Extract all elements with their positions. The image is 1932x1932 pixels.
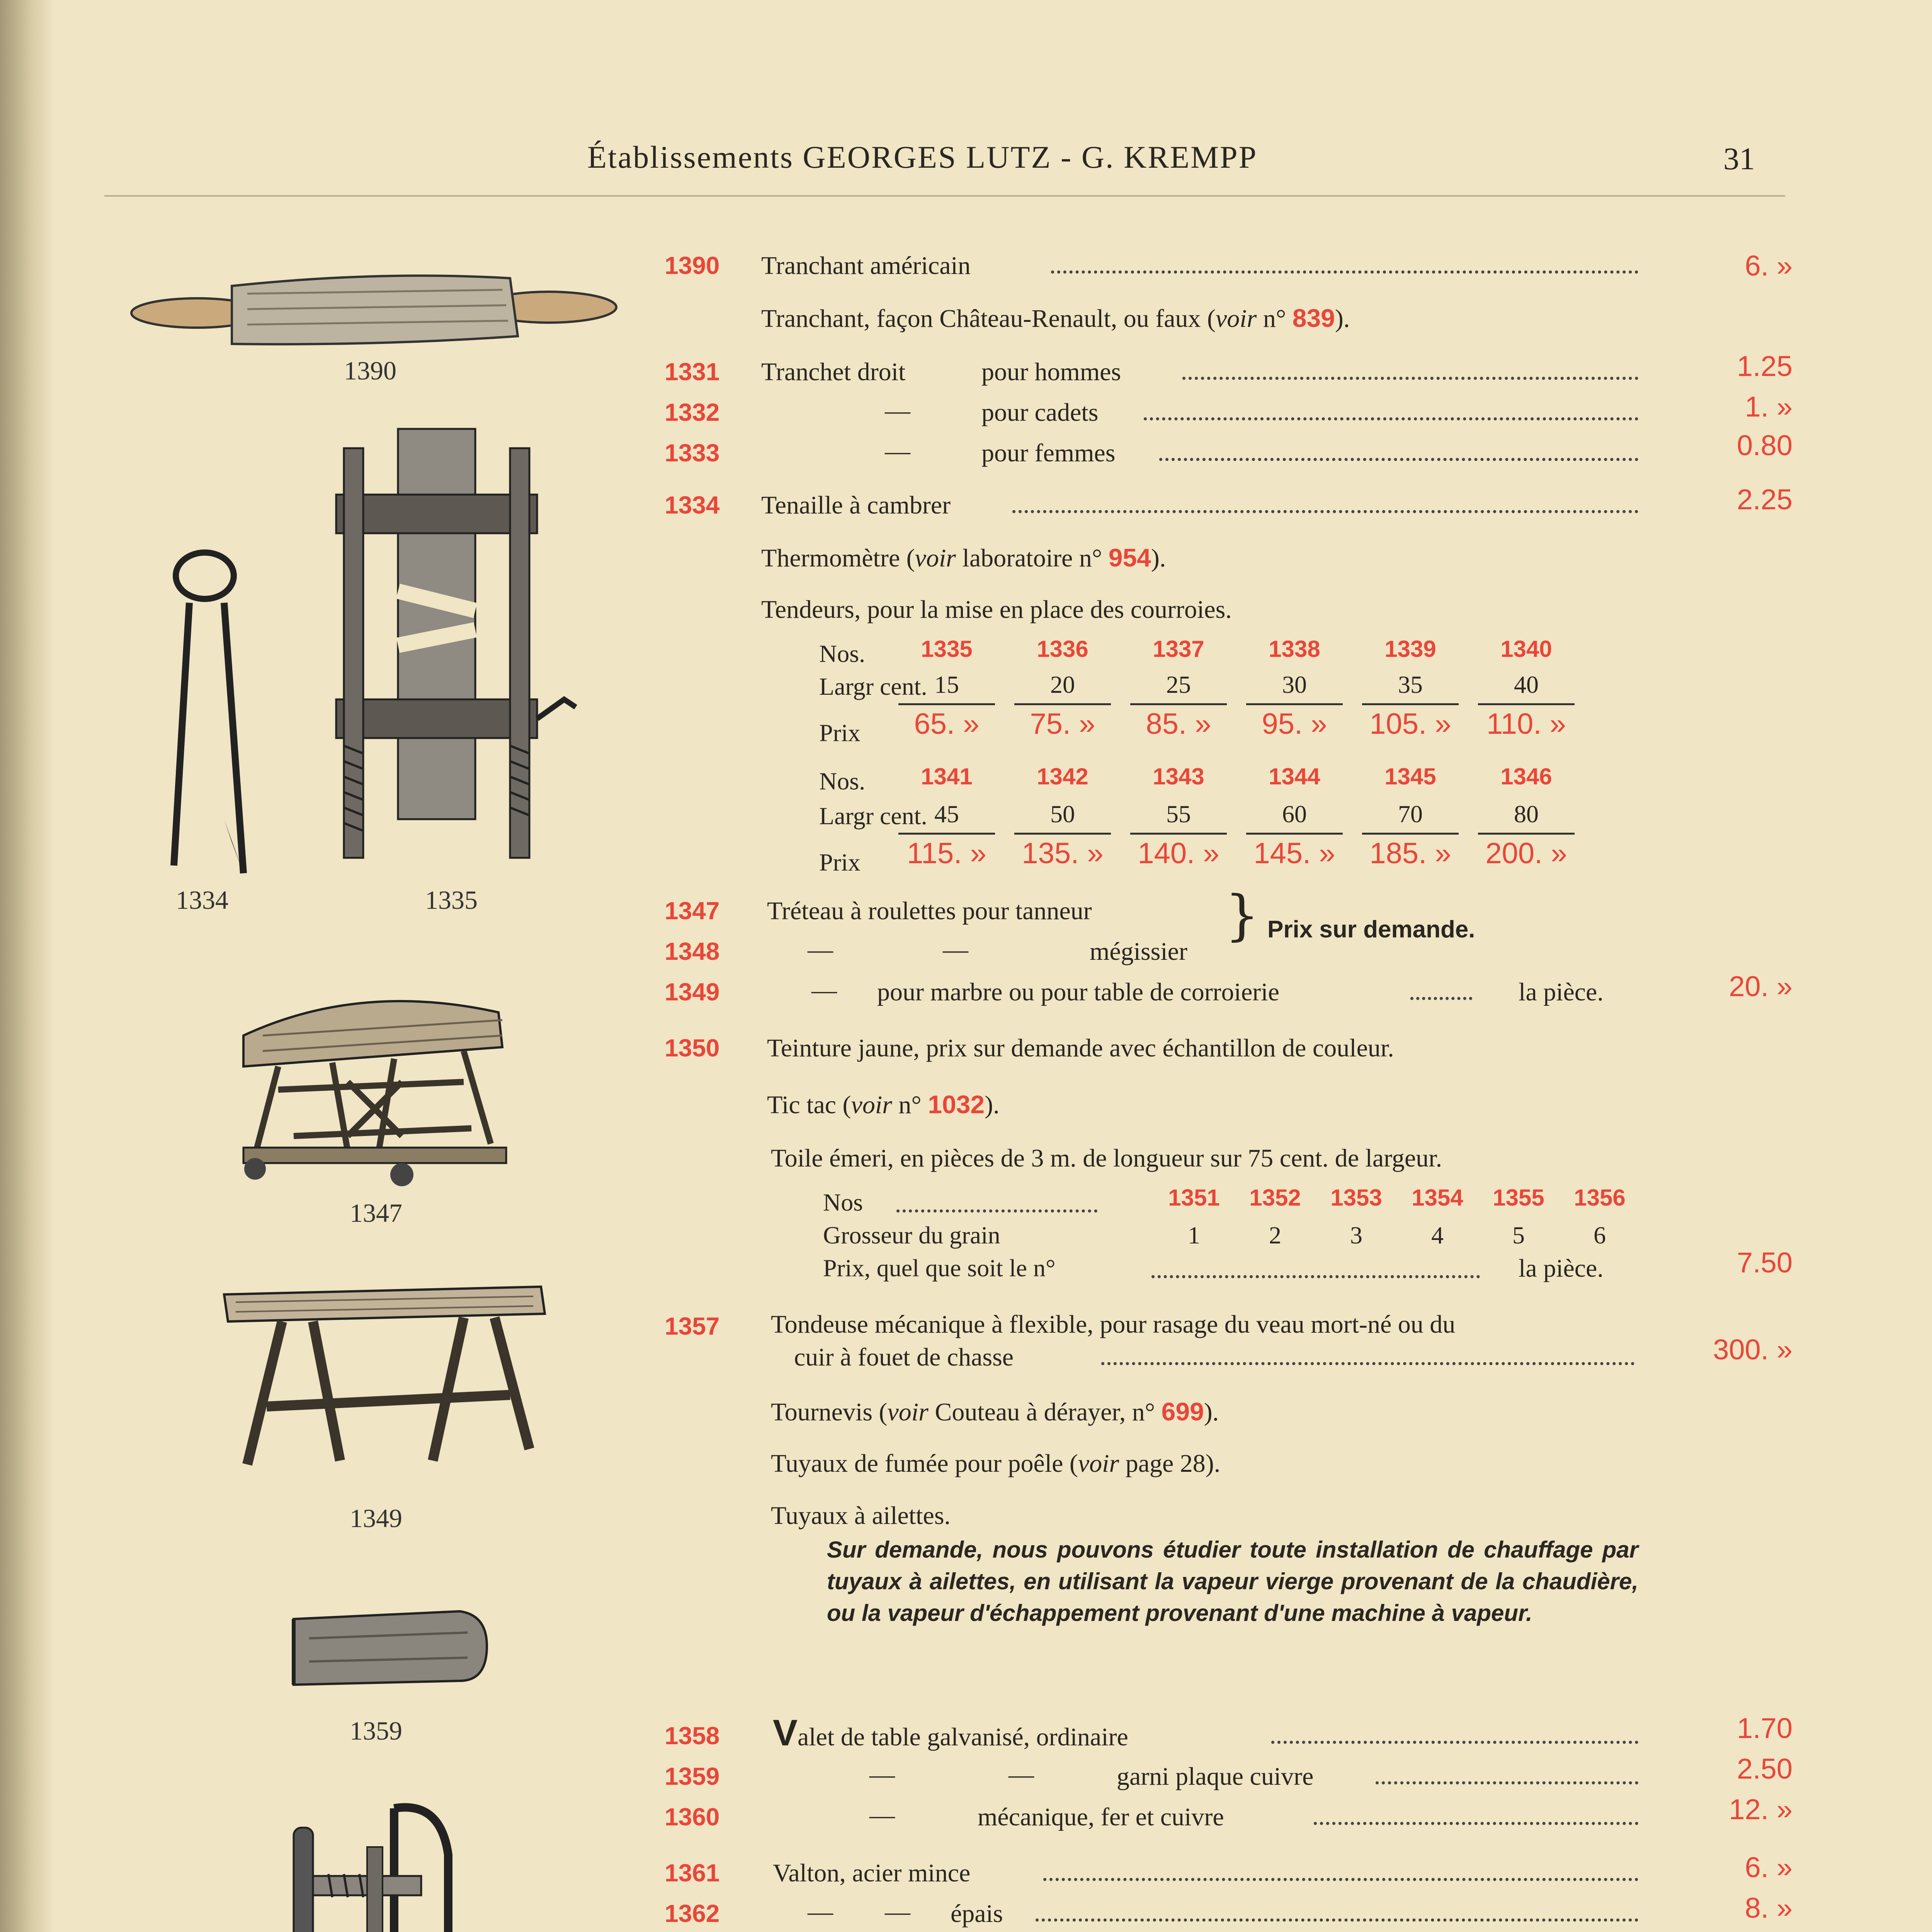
tendeurs-b2-nos-cell: 1346 (1500, 764, 1552, 789)
ref-link-699[interactable]: 699 (1161, 1397, 1204, 1426)
item-price-1332: 1. » (1745, 391, 1793, 423)
tendeurs-b2-prix-cell: 200. » (1485, 837, 1567, 870)
label-prix: Prix (819, 719, 861, 747)
item-desc-1359: garni plaque cuivre (1117, 1762, 1314, 1791)
tendeurs-b2-prix-cell: 145. » (1253, 837, 1335, 870)
text: Couteau à dérayer, n° (928, 1398, 1162, 1426)
toile-no-cell: 1356 (1574, 1185, 1626, 1211)
item-desc-1362: épais (951, 1900, 1003, 1928)
tendeurs-b2-larg-cell: 60 (1282, 800, 1307, 828)
item-code-1350: 1350 (665, 1034, 720, 1062)
toile-no-cell: 1351 (1168, 1185, 1220, 1211)
tendeurs-b2-underline (898, 833, 995, 835)
tendeurs-b2-prix-cell: 135. » (1022, 837, 1104, 870)
tendeurs-b1-prix-cell: 65. » (914, 707, 980, 740)
text: Tournevis ( (771, 1398, 888, 1426)
drop-cap: V (773, 1712, 798, 1753)
text: Tuyaux de fumée pour poêle ( (771, 1449, 1078, 1478)
ref-link-839[interactable]: 839 (1292, 304, 1335, 332)
item-code-1358: 1358 (665, 1722, 720, 1750)
caption-1347: 1347 (350, 1198, 402, 1228)
item-desc-1334: Tenaille à cambrer (761, 491, 951, 519)
illustration-1334-tenaille (166, 549, 267, 881)
item-price-1359: 2.50 (1736, 1753, 1793, 1785)
tendeurs-b2-underline (1362, 833, 1459, 835)
brace: } (1225, 884, 1260, 947)
label-nos: Nos. (819, 767, 866, 795)
tendeurs-b2-nos-cell: 1341 (921, 764, 973, 789)
leader-dots (1410, 997, 1472, 1000)
label-prix: Prix (819, 849, 861, 876)
item-dash-1362: — (808, 1898, 833, 1926)
toile-no-cell: 1352 (1249, 1185, 1301, 1211)
tendeurs-b1-prix-cell: 110. » (1486, 707, 1566, 740)
toile-unit: la pièce. (1519, 1254, 1604, 1282)
item-desc-toile: Toile émeri, en pièces de 3 m. de longueur sur 75 cent. de largeur. (771, 1144, 1442, 1172)
tendeurs-b1-larg-cell: 15 (934, 671, 959, 698)
illustration-1349-treteau (224, 1279, 549, 1472)
tendeurs-b1-nos-cell: 1340 (1500, 636, 1552, 662)
leader-dots (1101, 1362, 1634, 1365)
tendeurs-b1-larg-cell: 25 (1166, 671, 1191, 698)
tendeurs-b1-prix-cell: 105. » (1369, 707, 1451, 740)
item-unit-1349: la pièce. (1519, 978, 1604, 1006)
item-desc-1348: mégissier (1090, 937, 1187, 966)
tendeurs-b1-prix-cell: 95. » (1262, 707, 1327, 740)
label-prix-quel-que-soit: Prix, quel que soit le n° (823, 1254, 1056, 1282)
item-dash-1332: — (885, 396, 910, 425)
toile-price: 7.50 (1736, 1247, 1793, 1279)
tendeurs-b1-nos-cell: 1336 (1037, 636, 1088, 662)
tendeurs-b1-nos-cell: 1337 (1153, 636, 1204, 662)
leader-dots (1144, 417, 1638, 420)
ref-link-954[interactable]: 954 (1108, 543, 1151, 572)
item-dash-1359: — (869, 1760, 895, 1789)
tendeurs-b1-prix-cell: 75. » (1030, 707, 1095, 740)
tendeurs-b2-prix-cell: 185. » (1369, 837, 1451, 870)
item-code-1362: 1362 (665, 1900, 720, 1927)
page-binding-shadow (0, 0, 54, 1932)
item-desc-tuyaux-fumee (771, 1449, 1220, 1478)
tendeurs-b1-nos-cell: 1335 (921, 636, 973, 662)
tendeurs-b1-larg-cell: 30 (1282, 671, 1307, 698)
toile-grain-cell: 6 (1594, 1221, 1606, 1249)
caption-1390: 1390 (344, 356, 396, 385)
tendeurs-b2-underline (1478, 833, 1575, 835)
caption-1359: 1359 (350, 1716, 402, 1745)
illustration-1390-tranchant (131, 263, 618, 355)
tuyaux-ailettes-note: Sur demande, nous pouvons étudier toute installation de chauffage par tuyaux à ailettes, en utilisant la vapeur vierge provenant de la chaudière, ou la vapeur d'échappement provenant d'une machine à vapeur. (827, 1537, 1638, 1626)
item-code-1347: 1347 (665, 897, 720, 925)
voir-text: voir (915, 544, 956, 572)
leader-dots (1036, 1918, 1638, 1922)
toile-grain-cell: 1 (1188, 1221, 1200, 1249)
tendeurs-b2-underline (1130, 833, 1227, 835)
toile-no-cell: 1353 (1330, 1185, 1382, 1211)
text: ). (1151, 544, 1166, 572)
voir-text: voir (1216, 304, 1257, 333)
text: Tic tac ( (767, 1091, 851, 1119)
item-code-1334: 1334 (665, 491, 720, 519)
leader-dots (1182, 377, 1638, 380)
item-desc-1390: Tranchant américain (761, 252, 971, 280)
voir-text: voir (1078, 1449, 1119, 1478)
illustration-1359-valet (286, 1604, 495, 1692)
voir-text: voir (851, 1091, 892, 1119)
label-largeur: Largr cent. (819, 673, 927, 700)
item-desc-tuyaux-ailettes: Tuyaux à ailettes. (771, 1502, 951, 1530)
label-grosseur-grain: Grosseur du grain (823, 1221, 1000, 1249)
item-code-1348: 1348 (665, 937, 720, 965)
tendeurs-b2-prix-cell: 115. » (907, 837, 986, 870)
illustration-1335-tendeur (328, 429, 591, 866)
item-code-1360: 1360 (665, 1803, 720, 1831)
toile-grain-cell: 2 (1269, 1221, 1281, 1249)
text: page 28). (1119, 1449, 1221, 1478)
text: n° (1257, 304, 1293, 333)
text: Thermomètre ( (761, 544, 915, 572)
caption-1349: 1349 (350, 1503, 402, 1533)
tendeurs-b2-larg-cell: 55 (1166, 800, 1191, 828)
label-largeur: Largr cent. (819, 802, 927, 830)
header-rule (104, 195, 1785, 197)
caption-1334: 1334 (176, 885, 228, 915)
item-desc-1357-line2: cuir à fouet de chasse (794, 1343, 1014, 1371)
item-code-1357: 1357 (665, 1312, 720, 1340)
leader-dots (1159, 458, 1638, 461)
item-dash-1360: — (869, 1801, 895, 1829)
item-price-1357: 300. » (1713, 1333, 1793, 1366)
item-desc-tranchant-cr (761, 303, 1350, 333)
tendeurs-b2-prix-cell: 140. » (1138, 837, 1219, 870)
item-code-1331: 1331 (665, 358, 720, 386)
page-number: 31 (1723, 141, 1755, 176)
item-dash-1349: — (811, 976, 837, 1004)
item-desc-1347: Tréteau à roulettes pour tanneur (767, 897, 1092, 925)
item-sub-1331: pour hommes (981, 358, 1121, 386)
item-code-1333: 1333 (665, 439, 720, 467)
item-code-1390: 1390 (665, 252, 720, 279)
item-sub-1333: pour femmes (981, 439, 1116, 467)
item-price-1360: 12. » (1729, 1793, 1793, 1825)
header-title: Établissements GEORGES LUTZ - G. KREMPP (587, 139, 1258, 175)
tendeurs-b2-underline (1246, 833, 1343, 835)
toile-grain-cell: 5 (1512, 1221, 1525, 1249)
tendeurs-b2-nos-cell: 1343 (1153, 764, 1204, 789)
tendeurs-b1-larg-cell: 40 (1514, 671, 1539, 698)
item-dash-1348: — (943, 935, 968, 964)
toile-grain-cell: 3 (1350, 1221, 1362, 1249)
item-dash-1362: — (885, 1898, 910, 1926)
text: n° (892, 1091, 928, 1119)
text: ). (1204, 1398, 1219, 1426)
leader-dots (1376, 1781, 1638, 1784)
tendeurs-b1-underline (1246, 703, 1343, 705)
tendeurs-b1-underline (1478, 703, 1575, 705)
item-price-1349: 20. » (1729, 970, 1793, 1002)
tendeurs-b1-larg-cell: 20 (1050, 671, 1075, 698)
item-desc-1350: Teinture jaune, prix sur demande avec échantillon de couleur. (767, 1034, 1394, 1062)
item-desc-1331: Tranchet droit (761, 358, 906, 386)
treteau-price-note: Prix sur demande. (1267, 916, 1475, 943)
leader-dots (1051, 270, 1638, 274)
item-dash-1333: — (885, 437, 910, 465)
item-dash-1359: — (1009, 1760, 1034, 1789)
item-price-1334: 2.25 (1736, 483, 1793, 515)
item-code-1349: 1349 (665, 978, 720, 1006)
leader-dots (1314, 1822, 1638, 1825)
illustration-1347-treteau-roulettes (232, 989, 526, 1186)
item-desc-1349: pour marbre ou pour table de corroierie (877, 978, 1279, 1006)
tendeurs-b1-nos-cell: 1338 (1269, 636, 1320, 662)
item-dash-1348: — (808, 935, 833, 964)
tendeurs-b2-underline (1014, 833, 1111, 835)
tendeurs-b1-underline (1130, 703, 1227, 705)
tendeurs-b1-prix-cell: 85. » (1146, 707, 1211, 740)
voir-text: voir (887, 1398, 929, 1426)
toile-no-cell: 1354 (1412, 1185, 1463, 1211)
item-sub-1332: pour cadets (981, 398, 1099, 427)
tendeurs-b2-nos-cell: 1345 (1384, 764, 1436, 789)
leader-dots (1043, 1878, 1638, 1881)
item-desc-1358 (773, 1712, 1128, 1754)
tendeurs-b2-larg-cell: 45 (934, 800, 959, 828)
text: ). (985, 1091, 1000, 1119)
item-desc-tictac (767, 1090, 1000, 1120)
item-price-1333: 0.80 (1736, 429, 1793, 461)
toile-no-cell: 1355 (1493, 1185, 1544, 1211)
leader-dots (1012, 510, 1638, 513)
item-price-1362: 8. » (1745, 1892, 1793, 1924)
text: Tranchant, façon Château-Renault, ou faux ( (761, 304, 1216, 333)
tendeurs-b2-larg-cell: 70 (1398, 800, 1423, 828)
leader-dots (1151, 1275, 1480, 1278)
text: alet de table galvanisé, ordinaire (798, 1723, 1128, 1751)
item-price-1361: 6. » (1745, 1851, 1793, 1883)
item-desc-1357-line1: Tondeuse mécanique à flexible, pour rasage du veau mort-né ou du (771, 1310, 1456, 1338)
item-desc-tendeurs: Tendeurs, pour la mise en place des courroies. (761, 595, 1232, 624)
tendeurs-b2-larg-cell: 80 (1514, 800, 1539, 828)
caption-1335: 1335 (425, 885, 478, 915)
item-price-1358: 1.70 (1736, 1712, 1793, 1744)
item-code-1359: 1359 (665, 1762, 720, 1790)
tendeurs-b1-nos-cell: 1339 (1384, 636, 1436, 662)
label-nos: Nos. (819, 640, 866, 667)
text: laboratoire n° (956, 544, 1109, 572)
tendeurs-b2-nos-cell: 1342 (1037, 764, 1088, 789)
item-desc-1360: mécanique, fer et cuivre (978, 1803, 1224, 1831)
leader-dots (896, 1209, 1097, 1213)
tendeurs-b1-underline (1014, 703, 1111, 705)
leader-dots (1271, 1741, 1638, 1744)
tendeurs-b1-underline (1362, 703, 1459, 705)
ref-link-1032[interactable]: 1032 (928, 1090, 985, 1119)
page-header (0, 139, 1932, 185)
toile-grain-cell: 4 (1431, 1221, 1444, 1249)
item-code-1361: 1361 (665, 1859, 720, 1887)
item-desc-tournevis (771, 1397, 1219, 1427)
tendeurs-b2-larg-cell: 50 (1050, 800, 1075, 828)
item-desc-thermometre (761, 543, 1166, 573)
tendeurs-b2-nos-cell: 1344 (1269, 764, 1320, 789)
item-price-1390: 6. » (1745, 250, 1793, 282)
item-desc-1361: Valton, acier mince (773, 1859, 971, 1887)
text: ). (1335, 304, 1350, 333)
item-price-1331: 1.25 (1736, 350, 1793, 382)
illustration-1360-valet-mecanique (278, 1801, 479, 1932)
label-nos: Nos (823, 1189, 863, 1216)
tendeurs-b1-underline (898, 703, 995, 705)
item-code-1332: 1332 (665, 398, 720, 426)
tendeurs-b1-larg-cell: 35 (1398, 671, 1423, 698)
